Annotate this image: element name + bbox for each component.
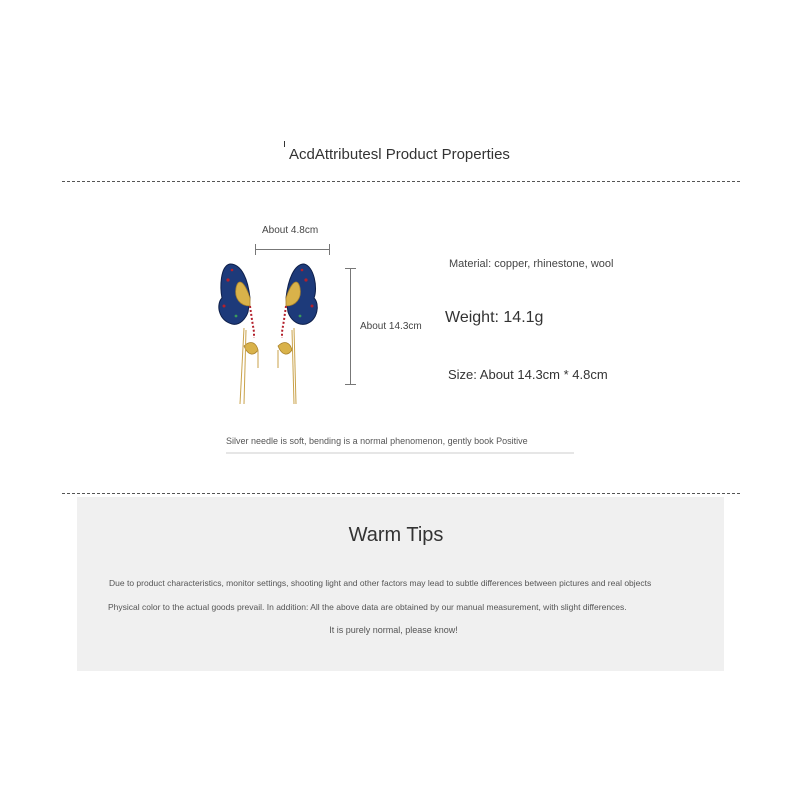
title-tick-mark xyxy=(284,141,285,147)
tips-line-3: It is purely normal, please know! xyxy=(329,625,458,635)
left-earring xyxy=(219,264,258,404)
height-measure-cap-top xyxy=(345,268,356,269)
width-label: About 4.8cm xyxy=(262,225,319,236)
page-title: AcdAttributesl Product Properties xyxy=(289,146,510,163)
material-property: Material: copper, rhinestone, wool xyxy=(449,258,614,270)
size-property: Size: About 14.3cm * 4.8cm xyxy=(448,367,608,382)
butterfly-earrings-image xyxy=(214,258,334,410)
warm-tips-title-text: Warm Tips xyxy=(348,524,444,546)
top-dashed-divider xyxy=(62,181,740,182)
width-measure-cap-right xyxy=(329,244,330,255)
needle-note: Silver needle is soft, bending is a normal phenomenon, gently book Positive xyxy=(226,436,528,446)
weight-property: Weight: 14.1g xyxy=(445,309,544,326)
middle-dashed-divider xyxy=(62,493,740,494)
height-measure-line xyxy=(350,268,351,385)
width-measure-line xyxy=(255,249,330,250)
tips-line-1: Due to product characteristics, monitor settings, shooting light and other factors may lead to subtle differences between pictures and real objects xyxy=(109,578,652,588)
height-label: About 14.3cm xyxy=(360,321,422,332)
tips-line-2: Physical color to the actual goods prevail. In addition: All the above data are obtained by our manual measurement, with slight differences. xyxy=(108,602,627,612)
note-underline xyxy=(226,452,574,454)
width-measure-cap-left xyxy=(255,244,256,255)
height-measure-cap-bottom xyxy=(345,384,356,385)
right-earring xyxy=(278,264,317,404)
warm-tips-title xyxy=(0,524,800,547)
